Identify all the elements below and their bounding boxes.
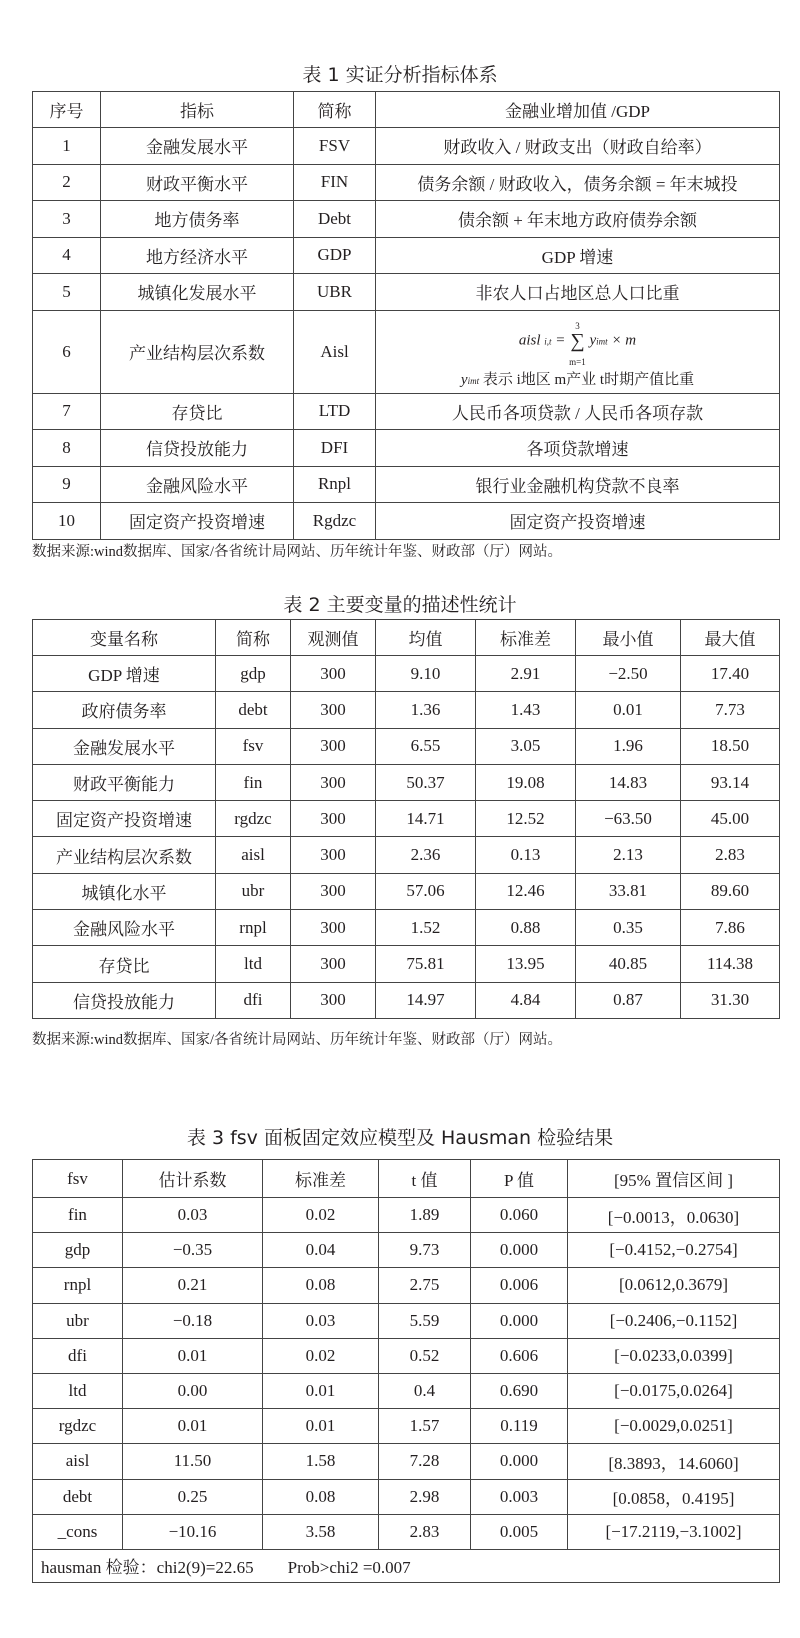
cell-max: 7.86 (681, 910, 780, 946)
cell-coefficient: −10.16 (123, 1514, 263, 1549)
cell-index: 10 (33, 503, 101, 540)
table-row (33, 1373, 780, 1408)
cell-std-dev: 4.84 (476, 982, 576, 1018)
header-observations: 观测值 (291, 620, 376, 656)
table-row (33, 1233, 780, 1268)
header-std-error: 标准差 (263, 1160, 379, 1198)
cell-std-dev: 0.88 (476, 910, 576, 946)
indicator-system-table (32, 91, 780, 540)
header-definition: 金融业增加值 /GDP (376, 92, 780, 128)
cell-coefficient: 11.50 (123, 1444, 263, 1479)
cell-variable: 金融发展水平 (33, 728, 216, 764)
cell-max: 45.00 (681, 801, 780, 837)
cell-max: 7.73 (681, 692, 780, 728)
cell-max: 17.40 (681, 656, 780, 692)
cell-abbr: GDP (294, 237, 376, 274)
formula-part: imt (467, 376, 480, 386)
table-row (33, 946, 780, 982)
cell-confidence-interval: [0.0858，0.4195] (568, 1479, 780, 1514)
cell-confidence-interval: [−0.0029,0.0251] (568, 1409, 780, 1444)
cell-abbr: rgdzc (216, 801, 291, 837)
formula-description (376, 368, 779, 389)
table-row (33, 503, 780, 540)
descriptive-statistics-table (32, 619, 780, 1019)
cell-observations: 300 (291, 946, 376, 982)
header-confidence-interval: [95% 置信区间 ] (568, 1160, 780, 1198)
cell-std-error: 0.02 (263, 1338, 379, 1373)
header-indicator: 指标 (101, 92, 294, 128)
formula-part: i,t (544, 336, 552, 347)
cell-confidence-interval: [−0.0175,0.0264] (568, 1373, 780, 1408)
table-row (33, 1338, 780, 1373)
cell-mean: 14.71 (376, 801, 476, 837)
cell-index: 4 (33, 237, 101, 274)
header-row (33, 620, 780, 656)
cell-confidence-interval: [−17.2119,−3.1002] (568, 1514, 780, 1549)
cell-abbr: Aisl (294, 310, 376, 393)
table-row (33, 656, 780, 692)
cell-std-error: 3.58 (263, 1514, 379, 1549)
formula-line (376, 314, 779, 368)
cell-coefficient: 0.03 (123, 1198, 263, 1233)
cell-std-error: 0.04 (263, 1233, 379, 1268)
cell-index: 3 (33, 201, 101, 238)
cell-t-value: 1.89 (379, 1198, 471, 1233)
table3-title: 表 3 fsv 面板固定效应模型及 Hausman 检验结果 (186, 1127, 614, 1149)
cell-p-value: 0.005 (471, 1514, 568, 1549)
cell-coefficient: 0.25 (123, 1479, 263, 1514)
cell-abbr: LTD (294, 393, 376, 430)
cell-t-value: 0.4 (379, 1373, 471, 1408)
cell-std-dev: 1.43 (476, 692, 576, 728)
cell-std-error: 1.58 (263, 1444, 379, 1479)
cell-abbr: fin (216, 764, 291, 800)
cell-variable: 信贷投放能力 (33, 982, 216, 1018)
cell-std-dev: 19.08 (476, 764, 576, 800)
cell-observations: 300 (291, 873, 376, 909)
cell-t-value: 0.52 (379, 1338, 471, 1373)
cell-variable: GDP 增速 (33, 656, 216, 692)
cell-definition: 债务余额 / 财政收入，债务余额 = 年末城投 (376, 164, 780, 201)
cell-mean: 14.97 (376, 982, 476, 1018)
cell-min: 33.81 (576, 873, 681, 909)
cell-abbr: aisl (216, 837, 291, 873)
cell-abbr: dfi (216, 982, 291, 1018)
cell-min: 0.35 (576, 910, 681, 946)
header-variable: 变量名称 (33, 620, 216, 656)
cell-t-value: 2.98 (379, 1479, 471, 1514)
table-row (33, 692, 780, 728)
cell-index: 6 (33, 310, 101, 393)
cell-definition: 人民币各项贷款 / 人民币各项存款 (376, 393, 780, 430)
cell-std-dev: 13.95 (476, 946, 576, 982)
hausman-statistic: hausman 检验：chi2(9)=22.65 (41, 1558, 254, 1578)
cell-index: 1 (33, 128, 101, 165)
table-row (33, 1444, 780, 1479)
table1-source-note: 数据来源:wind数据库、国家/各省统计局网站、历年统计年鉴、财政部（厅）网站。 (32, 544, 563, 560)
cell-variable: debt (33, 1479, 123, 1514)
cell-abbr: Rnpl (294, 466, 376, 503)
cell-observations: 300 (291, 837, 376, 873)
header-coefficient: 估计系数 (123, 1160, 263, 1198)
cell-variable: 存贷比 (33, 946, 216, 982)
header-index: 序号 (33, 92, 101, 128)
cell-abbr: debt (216, 692, 291, 728)
header-min: 最小值 (576, 620, 681, 656)
header-row (33, 92, 780, 128)
cell-p-value: 0.000 (471, 1303, 568, 1338)
cell-variable: rgdzc (33, 1409, 123, 1444)
cell-indicator: 财政平衡水平 (101, 164, 294, 201)
cell-definition: 固定资产投资增速 (376, 503, 780, 540)
cell-observations: 300 (291, 656, 376, 692)
header-std-dev: 标准差 (476, 620, 576, 656)
cell-t-value: 7.28 (379, 1444, 471, 1479)
header-row (33, 1160, 780, 1198)
cell-variable: fin (33, 1198, 123, 1233)
formula-part: 表示 i地区 m产业 t时期产值比重 (482, 372, 695, 388)
cell-max: 114.38 (681, 946, 780, 982)
header-mean: 均值 (376, 620, 476, 656)
cell-p-value: 0.003 (471, 1479, 568, 1514)
cell-definition: 非农人口占地区总人口比重 (376, 274, 780, 311)
fixed-effects-table (32, 1159, 780, 1583)
cell-confidence-interval: [8.3893，14.6060] (568, 1444, 780, 1479)
table-row (33, 393, 780, 430)
table-row (33, 728, 780, 764)
cell-coefficient: −0.35 (123, 1233, 263, 1268)
cell-t-value: 1.57 (379, 1409, 471, 1444)
formula-part: 3 (575, 321, 580, 331)
cell-mean: 1.52 (376, 910, 476, 946)
cell-mean: 75.81 (376, 946, 476, 982)
cell-std-dev: 12.52 (476, 801, 576, 837)
table-row (33, 1409, 780, 1444)
cell-index: 5 (33, 274, 101, 311)
cell-std-error: 0.03 (263, 1303, 379, 1338)
cell-abbr: ltd (216, 946, 291, 982)
cell-definition: 各项贷款增速 (376, 430, 780, 467)
cell-abbr: FIN (294, 164, 376, 201)
formula-part: y (460, 372, 468, 388)
cell-std-error: 0.08 (263, 1268, 379, 1303)
header-abbr: 简称 (294, 92, 376, 128)
hausman-test-row (33, 1549, 780, 1582)
cell-indicator: 金融发展水平 (101, 128, 294, 165)
cell-indicator: 地方经济水平 (101, 237, 294, 274)
cell-p-value: 0.060 (471, 1198, 568, 1233)
cell-p-value: 0.690 (471, 1373, 568, 1408)
header-max: 最大值 (681, 620, 780, 656)
cell-indicator: 存贷比 (101, 393, 294, 430)
header-t-value: t 值 (379, 1160, 471, 1198)
formula-part: m=1 (569, 357, 586, 367)
cell-abbr: ubr (216, 873, 291, 909)
header-abbr: 简称 (216, 620, 291, 656)
cell-std-dev: 2.91 (476, 656, 576, 692)
cell-observations: 300 (291, 728, 376, 764)
table-row (33, 1268, 780, 1303)
cell-min: 40.85 (576, 946, 681, 982)
cell-observations: 300 (291, 764, 376, 800)
cell-index: 7 (33, 393, 101, 430)
cell-variable: 金融风险水平 (33, 910, 216, 946)
table-row (33, 1514, 780, 1549)
table-row (33, 910, 780, 946)
cell-variable: ubr (33, 1303, 123, 1338)
formula-part: aisl (518, 332, 541, 349)
table-row (33, 801, 780, 837)
cell-std-error: 0.08 (263, 1479, 379, 1514)
table-row (33, 128, 780, 165)
table-row (33, 982, 780, 1018)
table-row (33, 837, 780, 873)
cell-mean: 2.36 (376, 837, 476, 873)
cell-max: 89.60 (681, 873, 780, 909)
header-p-value: P 值 (471, 1160, 568, 1198)
table-row (33, 430, 780, 467)
cell-variable: aisl (33, 1444, 123, 1479)
cell-indicator: 城镇化发展水平 (101, 274, 294, 311)
cell-mean: 50.37 (376, 764, 476, 800)
table-row (33, 873, 780, 909)
formula-part: ∑ (570, 330, 585, 352)
cell-p-value: 0.000 (471, 1444, 568, 1479)
cell-index: 8 (33, 430, 101, 467)
cell-abbr: DFI (294, 430, 376, 467)
cell-observations: 300 (291, 982, 376, 1018)
cell-abbr: FSV (294, 128, 376, 165)
cell-variable: 城镇化水平 (33, 873, 216, 909)
cell-confidence-interval: [−0.2406,−0.1152] (568, 1303, 780, 1338)
cell-index: 2 (33, 164, 101, 201)
cell-variable: 政府债务率 (33, 692, 216, 728)
formula-part: × m (611, 332, 637, 349)
cell-max: 93.14 (681, 764, 780, 800)
cell-abbr: gdp (216, 656, 291, 692)
cell-t-value: 5.59 (379, 1303, 471, 1338)
cell-t-value: 9.73 (379, 1233, 471, 1268)
cell-std-dev: 3.05 (476, 728, 576, 764)
table1-title: 表 1 实证分析指标体系 (302, 64, 498, 86)
table-row (33, 1198, 780, 1233)
aisl-formula (376, 310, 780, 393)
cell-max: 18.50 (681, 728, 780, 764)
cell-t-value: 2.75 (379, 1268, 471, 1303)
cell-mean: 1.36 (376, 692, 476, 728)
cell-min: −63.50 (576, 801, 681, 837)
cell-t-value: 2.83 (379, 1514, 471, 1549)
table-row (33, 466, 780, 503)
cell-confidence-interval: [0.0612,0.3679] (568, 1268, 780, 1303)
cell-mean: 9.10 (376, 656, 476, 692)
cell-definition: GDP 增速 (376, 237, 780, 274)
cell-indicator: 产业结构层次系数 (101, 310, 294, 393)
cell-p-value: 0.000 (471, 1233, 568, 1268)
cell-p-value: 0.119 (471, 1409, 568, 1444)
table2-source-note: 数据来源:wind数据库、国家/各省统计局网站、历年统计年鉴、财政部（厅）网站。 (32, 1032, 563, 1048)
table-row (33, 1303, 780, 1338)
cell-observations: 300 (291, 910, 376, 946)
formula-part: imt (596, 336, 608, 347)
cell-variable: 财政平衡能力 (33, 764, 216, 800)
cell-indicator: 信贷投放能力 (101, 430, 294, 467)
cell-min: 1.96 (576, 728, 681, 764)
cell-indicator: 固定资产投资增速 (101, 503, 294, 540)
cell-min: 14.83 (576, 764, 681, 800)
hausman-test-cell (33, 1549, 780, 1582)
cell-index: 9 (33, 466, 101, 503)
table2-title: 表 2 主要变量的描述性统计 (283, 594, 517, 616)
table-row (33, 237, 780, 274)
cell-std-error: 0.01 (263, 1409, 379, 1444)
formula-part: y (589, 332, 597, 349)
cell-abbr: Debt (294, 201, 376, 238)
table-row (33, 764, 780, 800)
header-variable: fsv (33, 1160, 123, 1198)
cell-abbr: fsv (216, 728, 291, 764)
cell-observations: 300 (291, 801, 376, 837)
cell-mean: 6.55 (376, 728, 476, 764)
cell-definition: 财政收入 / 财政支出（财政自给率） (376, 128, 780, 165)
cell-variable: ltd (33, 1373, 123, 1408)
cell-std-error: 0.02 (263, 1198, 379, 1233)
cell-variable: dfi (33, 1338, 123, 1373)
cell-confidence-interval: [−0.0013，0.0630] (568, 1198, 780, 1233)
cell-abbr: Rgdzc (294, 503, 376, 540)
cell-variable: gdp (33, 1233, 123, 1268)
cell-confidence-interval: [−0.0233,0.0399] (568, 1338, 780, 1373)
table-row (33, 164, 780, 201)
cell-observations: 300 (291, 692, 376, 728)
cell-min: 2.13 (576, 837, 681, 873)
cell-abbr: rnpl (216, 910, 291, 946)
cell-max: 2.83 (681, 837, 780, 873)
cell-p-value: 0.606 (471, 1338, 568, 1373)
cell-std-dev: 12.46 (476, 873, 576, 909)
table-row (33, 274, 780, 311)
formula-part: = (555, 332, 566, 349)
table-row (33, 310, 780, 393)
cell-variable: 产业结构层次系数 (33, 837, 216, 873)
cell-coefficient: 0.01 (123, 1409, 263, 1444)
cell-indicator: 金融风险水平 (101, 466, 294, 503)
cell-min: −2.50 (576, 656, 681, 692)
cell-variable: rnpl (33, 1268, 123, 1303)
cell-max: 31.30 (681, 982, 780, 1018)
cell-coefficient: 0.01 (123, 1338, 263, 1373)
cell-definition: 债余额 + 年末地方政府债券余额 (376, 201, 780, 238)
cell-min: 0.01 (576, 692, 681, 728)
cell-variable: 固定资产投资增速 (33, 801, 216, 837)
cell-abbr: UBR (294, 274, 376, 311)
cell-min: 0.87 (576, 982, 681, 1018)
cell-coefficient: 0.00 (123, 1373, 263, 1408)
table-row (33, 1479, 780, 1514)
table-row (33, 201, 780, 238)
cell-confidence-interval: [−0.4152,−0.2754] (568, 1233, 780, 1268)
cell-coefficient: −0.18 (123, 1303, 263, 1338)
cell-indicator: 地方债务率 (101, 201, 294, 238)
cell-mean: 57.06 (376, 873, 476, 909)
cell-coefficient: 0.21 (123, 1268, 263, 1303)
hausman-p-value: Prob>chi2 =0.007 (287, 1558, 411, 1578)
cell-std-dev: 0.13 (476, 837, 576, 873)
cell-definition: 银行业金融机构贷款不良率 (376, 466, 780, 503)
cell-std-error: 0.01 (263, 1373, 379, 1408)
cell-p-value: 0.006 (471, 1268, 568, 1303)
cell-variable: _cons (33, 1514, 123, 1549)
